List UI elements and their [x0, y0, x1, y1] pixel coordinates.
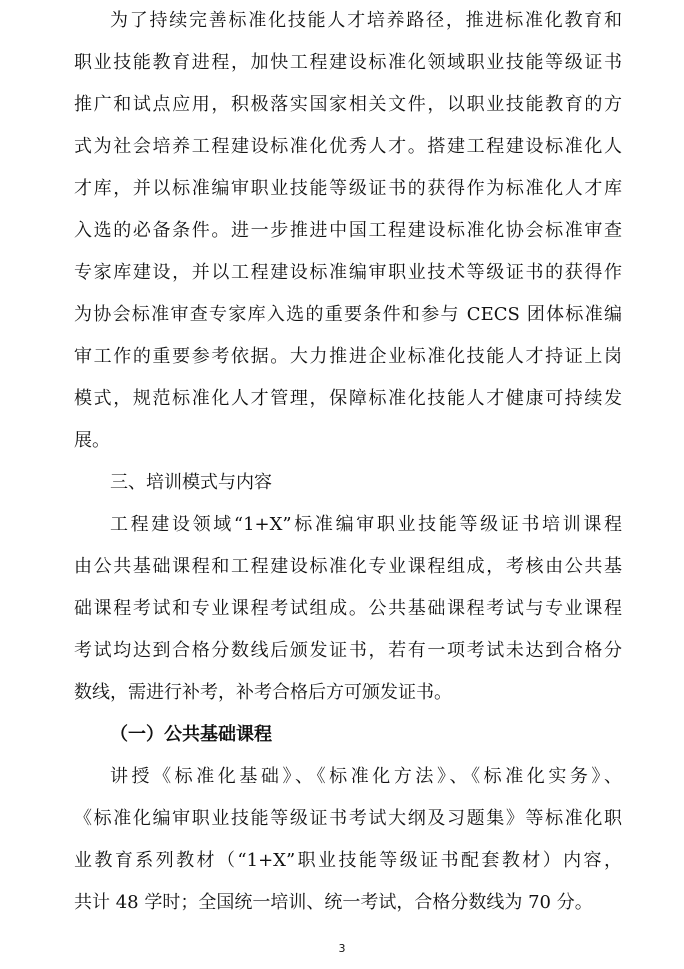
paragraph-line: 才库，并以标准编审职业技能等级证书的获得作为标准化人才库: [74, 178, 622, 199]
paragraph-line: 由公共基础课程和工程建设标准化专业课程组成，考核由公共基: [74, 556, 622, 577]
paragraph-line: 《标准化编审职业技能等级证书考试大纲及习题集》等标准化职: [74, 808, 622, 829]
paragraph-line: 为了持续完善标准化技能人才培养路径，推进标准化教育和: [110, 10, 622, 31]
paragraph-line: 职业技能教育进程，加快工程建设标准化领域职业技能等级证书: [74, 52, 622, 73]
paragraph-line: 展。: [74, 430, 110, 451]
paragraph-line: 为协会标准审查专家库入选的重要条件和参与 CECS 团体标准编: [74, 304, 622, 325]
paragraph-line: 业教育系列教材（“1+X”职业技能等级证书配套教材）内容，: [74, 850, 622, 871]
paragraph-line: 审工作的重要参考依据。大力推进企业标准化技能人才持证上岗: [74, 346, 622, 367]
paragraph-line: 专家库建设，并以工程建设标准编审职业技术等级证书的获得作: [74, 262, 622, 283]
paragraph-line: 共计 48 学时；全国统一培训、统一考试，合格分数线为 70 分。: [74, 892, 593, 913]
paragraph-line: 础课程考试和专业课程考试组成。公共基础课程考试与专业课程: [74, 598, 622, 619]
paragraph-line: 式为社会培养工程建设标准化优秀人才。搭建工程建设标准化人: [74, 136, 622, 157]
section-heading: 三、培训模式与内容: [110, 472, 272, 493]
subsection-heading: （一）公共基础课程: [110, 724, 272, 745]
paragraph-line: 工程建设领域“1+X”标准编审职业技能等级证书培训课程: [110, 514, 622, 535]
paragraph-line: 讲授《标准化基础》、《标准化方法》、《标准化实务》、: [110, 766, 622, 787]
paragraph-line: 推广和试点应用，积极落实国家相关文件，以职业技能教育的方: [74, 94, 622, 115]
paragraph-line: 模式，规范标准化人才管理，保障标准化技能人才健康可持续发: [74, 388, 622, 409]
page-number: 3: [338, 942, 346, 955]
paragraph-line: 考试均达到合格分数线后颁发证书，若有一项考试未达到合格分: [74, 640, 622, 661]
paragraph-line: 数线，需进行补考，补考合格后方可颁发证书。: [74, 682, 452, 703]
paragraph-line: 入选的必备条件。进一步推进中国工程建设标准化协会标准审查: [74, 220, 622, 241]
